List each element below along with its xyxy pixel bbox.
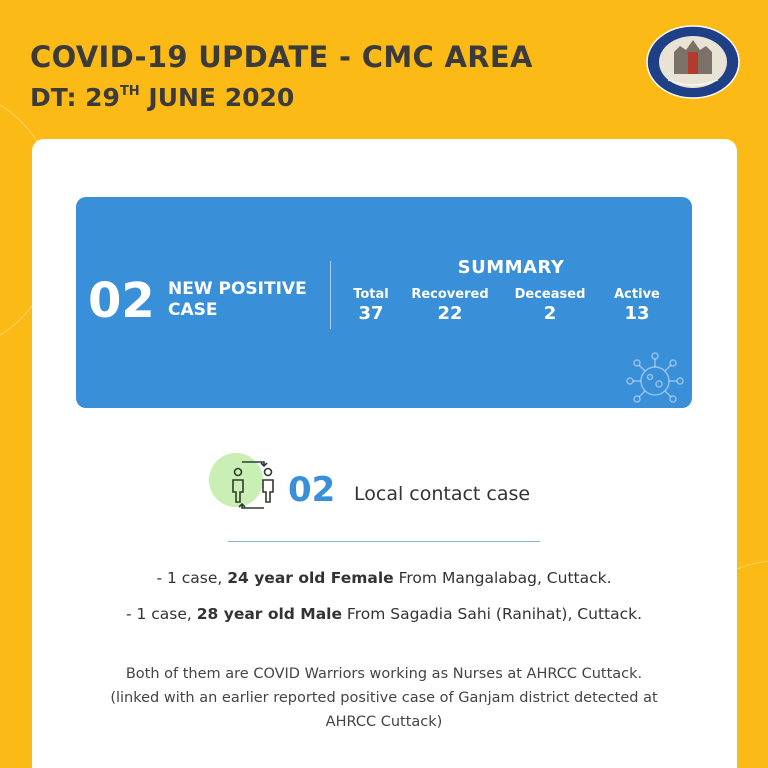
- summary-title: SUMMARY: [457, 257, 565, 278]
- local-contact-row: [208, 452, 608, 522]
- stat-value: 22: [437, 303, 463, 324]
- stat-total: [351, 287, 391, 325]
- case-patient: 24 year old Female: [227, 569, 394, 587]
- stat-value: 2: [543, 303, 557, 324]
- new-positive-label-line1: NEW POSITIVE: [168, 279, 307, 299]
- new-positive-label: [168, 279, 328, 321]
- case-prefix: - 1 case,: [156, 569, 228, 587]
- local-contact-label: Local contact case: [354, 483, 531, 505]
- case-patient: 28 year old Male: [196, 605, 342, 623]
- stat-label: Active: [614, 287, 660, 302]
- date-day: DT: 29: [30, 83, 120, 112]
- new-positive-label-line2: CASE: [168, 300, 218, 320]
- stat-deceased: [511, 287, 589, 325]
- section-divider: [228, 541, 540, 542]
- note-text: Both of them are COVID Warriors working as Nurses at AHRCC Cuttack. (linked with an earlier reported positive case of Ganjam district detected at AHRCC Cuttack): [110, 666, 658, 730]
- stat-label: Total: [353, 287, 389, 302]
- stat-label: Recovered: [411, 287, 489, 302]
- stats-panel: [76, 197, 692, 408]
- case-line-1: [0, 567, 768, 589]
- page-title: COVID-19 UPDATE - CMC AREA: [30, 40, 533, 74]
- new-positive-count: 02: [88, 273, 155, 329]
- case-location: From Sagadia Sahi (Ranihat), Cuttack.: [342, 605, 643, 623]
- virus-icon: [622, 347, 688, 407]
- case-prefix: - 1 case,: [125, 605, 197, 623]
- panel-divider: [330, 261, 331, 329]
- header: [30, 40, 533, 114]
- date-month-year: JUNE 2020: [139, 83, 295, 112]
- page-date: [30, 76, 533, 114]
- stat-value: 37: [358, 303, 384, 324]
- stat-recovered: [409, 287, 491, 325]
- stat-value: 13: [624, 303, 650, 324]
- case-line-2: [0, 603, 768, 625]
- local-contact-count: 02: [288, 470, 336, 510]
- case-location: From Mangalabag, Cuttack.: [393, 569, 612, 587]
- people-contact-icon: [208, 452, 278, 516]
- cuttack-municipal-corporation-logo: [644, 22, 742, 102]
- stat-label: Deceased: [514, 287, 586, 302]
- date-suffix: TH: [119, 84, 140, 99]
- stat-active: [608, 287, 666, 325]
